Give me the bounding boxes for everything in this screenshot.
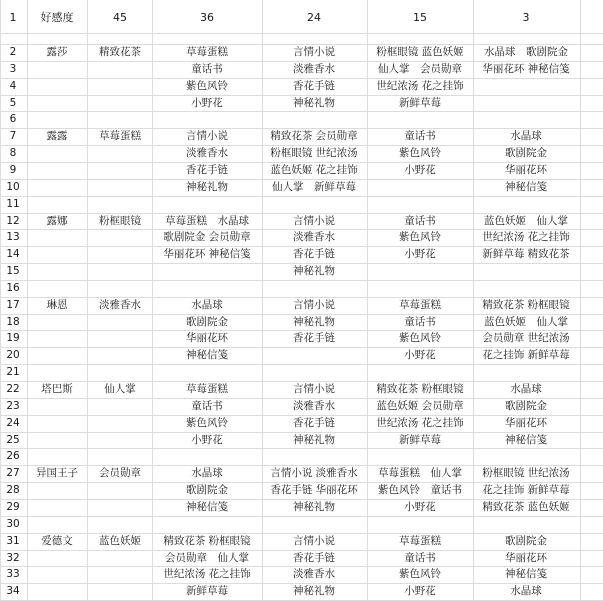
gift-cell[interactable]: 言情小说 <box>293 534 335 547</box>
gift-cell[interactable]: 言情小说 <box>293 383 335 395</box>
gift-cell[interactable]: 神秘信笺 <box>186 500 228 513</box>
gift-cell[interactable]: 童话书 <box>404 315 436 328</box>
gift-cell[interactable]: 小野花 <box>404 585 436 598</box>
character-name-cell[interactable]: 塔巴斯 <box>41 383 73 395</box>
row-number[interactable]: 34 <box>6 585 20 598</box>
gift-cell[interactable]: 世纪浓汤 花之挂饰 <box>482 231 570 244</box>
gift-cell[interactable]: 草莓蛋糕 仙人掌 <box>378 467 462 480</box>
gift-cell[interactable]: 小野花 <box>191 96 223 109</box>
row-number[interactable]: 23 <box>6 399 20 412</box>
row-number[interactable]: 6 <box>9 113 17 126</box>
gift-cell[interactable]: 小野花 <box>404 349 436 362</box>
character-name-cell[interactable]: 异国王子 <box>36 467 78 480</box>
gift-cell[interactable]: 精致花茶 <box>99 46 141 58</box>
gift-cell[interactable]: 会员勋章 世纪浓汤 <box>482 332 570 345</box>
row-number[interactable]: 5 <box>9 96 17 109</box>
character-name-cell[interactable]: 露露 <box>46 130 68 143</box>
gift-cell[interactable]: 言情小说 <box>293 298 335 311</box>
gift-cell[interactable]: 神秘礼物 <box>186 180 228 193</box>
row-number[interactable]: 20 <box>6 349 20 362</box>
gift-cell[interactable]: 淡雅香水 <box>99 298 141 311</box>
gift-cell[interactable]: 小野花 <box>191 433 223 446</box>
character-name-cell[interactable]: 露莎 <box>46 46 68 58</box>
gift-cell[interactable]: 淡雅香水 <box>293 231 335 244</box>
gift-cell[interactable]: 神秘信笺 <box>505 180 547 193</box>
gift-cell[interactable]: 华丽花环 <box>186 332 228 345</box>
gift-cell[interactable]: 粉框眼镜 蓝色妖姬 <box>376 46 464 58</box>
row-number[interactable]: 13 <box>6 231 20 244</box>
gift-cell[interactable]: 童话书 <box>404 214 436 227</box>
row-number[interactable]: 17 <box>6 298 20 311</box>
gift-cell[interactable]: 紫色风铃 <box>186 79 228 92</box>
row-number[interactable]: 26 <box>6 450 20 463</box>
gift-cell[interactable]: 华丽花环 <box>505 551 547 564</box>
row-number[interactable]: 14 <box>6 248 20 261</box>
gift-cell[interactable]: 香花手链 <box>293 248 335 261</box>
row-number[interactable]: 10 <box>6 180 20 193</box>
row-number[interactable]: 24 <box>6 416 20 429</box>
gift-cell[interactable]: 蓝色妖姬 仙人掌 <box>484 315 568 328</box>
row-number[interactable]: 7 <box>9 130 17 143</box>
row-number[interactable]: 21 <box>6 366 20 379</box>
affinity-level-header[interactable]: 45 <box>113 11 127 24</box>
row-number[interactable]: 27 <box>6 467 20 480</box>
grid-column-line <box>580 0 581 601</box>
row-number[interactable]: 32 <box>6 551 20 564</box>
gift-cell[interactable]: 新鲜草莓 <box>399 96 441 109</box>
affinity-level-header[interactable]: 3 <box>522 11 530 24</box>
gift-cell[interactable]: 香花手链 华丽花环 <box>270 484 358 497</box>
gift-cell[interactable]: 香花手链 <box>293 332 335 345</box>
row-number[interactable]: 11 <box>6 197 20 210</box>
row-number[interactable]: 4 <box>9 79 17 92</box>
gift-cell[interactable]: 水晶球 <box>510 383 542 395</box>
gift-cell[interactable]: 神秘礼物 <box>293 315 335 328</box>
gift-cell[interactable]: 精致花茶 粉框眼镜 <box>163 534 251 547</box>
character-name-cell[interactable]: 爱德文 <box>41 534 73 547</box>
gift-cell[interactable]: 蓝色妖姬 <box>99 534 141 547</box>
gift-cell[interactable]: 歌剧院金 <box>505 147 547 160</box>
affinity-level-header[interactable]: 36 <box>200 11 214 24</box>
gift-cell[interactable]: 华丽花环 神秘信笺 <box>482 62 570 75</box>
row-number[interactable]: 8 <box>9 147 17 160</box>
gift-cell[interactable]: 精致花茶 会员勋章 <box>270 130 358 143</box>
gift-cell[interactable]: 精致花茶 粉框眼镜 <box>376 383 464 395</box>
row-number[interactable]: 9 <box>9 163 17 176</box>
gift-cell[interactable]: 仙人掌 新鲜草莓 <box>272 180 356 193</box>
gift-cell[interactable]: 香花手链 <box>293 79 335 92</box>
row-number[interactable]: 28 <box>6 484 20 497</box>
gift-cell[interactable]: 仙人掌 会员勋章 <box>378 62 462 75</box>
grid-row-line <box>0 33 603 34</box>
gift-cell[interactable]: 童话书 <box>191 62 223 75</box>
gift-cell[interactable]: 淡雅香水 <box>293 568 335 581</box>
gift-cell[interactable]: 神秘信笺 <box>186 349 228 362</box>
gift-cell[interactable]: 紫色风铃 <box>399 231 441 244</box>
gift-cell[interactable]: 歌剧院金 <box>186 315 228 328</box>
gift-cell[interactable]: 新鲜草莓 <box>399 433 441 446</box>
gift-cell[interactable]: 仙人掌 <box>104 383 136 395</box>
gift-cell[interactable]: 世纪浓汤 花之挂饰 <box>376 79 464 92</box>
gift-cell[interactable]: 神秘信笺 <box>505 568 547 581</box>
gift-cell[interactable]: 蓝色妖姬 会员勋章 <box>376 399 464 412</box>
gift-cell[interactable]: 蓝色妖姬 花之挂饰 <box>270 163 358 176</box>
gift-cell[interactable]: 言情小说 淡雅香水 <box>270 467 358 480</box>
gift-cell[interactable]: 草莓蛋糕 <box>186 383 228 395</box>
gift-cell[interactable]: 紫色风铃 <box>186 416 228 429</box>
gift-cell[interactable]: 粉框眼镜 <box>99 214 141 227</box>
gift-cell[interactable]: 精致花茶 粉框眼镜 <box>482 298 570 311</box>
gift-cell[interactable]: 草莓蛋糕 <box>186 46 228 58</box>
character-name-cell[interactable]: 露娜 <box>46 214 68 227</box>
gift-cell[interactable]: 小野花 <box>404 248 436 261</box>
gift-cell[interactable]: 言情小说 <box>186 130 228 143</box>
gift-cell[interactable]: 华丽花环 神秘信笺 <box>163 248 251 261</box>
gift-cell[interactable]: 歌剧院金 <box>505 399 547 412</box>
gift-cell[interactable]: 神秘礼物 <box>293 433 335 446</box>
gift-cell[interactable]: 新鲜草莓 精致花茶 <box>482 248 570 261</box>
row-number[interactable]: 25 <box>6 433 20 446</box>
gift-cell[interactable]: 香花手链 <box>293 551 335 564</box>
gift-cell[interactable]: 会员勋章 <box>99 467 141 480</box>
row-number[interactable]: 12 <box>6 214 20 227</box>
gift-cell[interactable]: 华丽花环 <box>505 416 547 429</box>
gift-cell[interactable]: 世纪浓汤 花之挂饰 <box>376 416 464 429</box>
row-number[interactable]: 30 <box>6 517 20 530</box>
gift-cell[interactable]: 神秘礼物 <box>293 96 335 109</box>
gift-cell[interactable]: 淡雅香水 <box>293 62 335 75</box>
gift-cell[interactable]: 粉框眼镜 世纪浓汤 <box>270 147 358 160</box>
gift-cell[interactable]: 新鲜草莓 <box>186 585 228 598</box>
gift-cell[interactable]: 童话书 <box>191 399 223 412</box>
gift-cell[interactable]: 小野花 <box>404 500 436 513</box>
gift-cell[interactable]: 草莓蛋糕 水晶球 <box>165 214 249 227</box>
row-number[interactable]: 2 <box>9 46 17 58</box>
gift-cell[interactable]: 小野花 <box>404 163 436 176</box>
gift-cell[interactable]: 香花手链 <box>186 163 228 176</box>
gift-cell[interactable]: 童话书 <box>404 551 436 564</box>
gift-cell[interactable]: 蓝色妖姬 仙人掌 <box>484 214 568 227</box>
gift-cell[interactable]: 花之挂饰 新鲜草莓 <box>482 349 570 362</box>
gift-cell[interactable]: 言情小说 <box>293 46 335 58</box>
gift-cell[interactable]: 淡雅香水 <box>186 147 228 160</box>
row-number[interactable]: 1 <box>9 11 17 24</box>
gift-cell[interactable]: 紫色风铃 <box>399 147 441 160</box>
gift-cell[interactable]: 淡雅香水 <box>293 399 335 412</box>
affinity-level-header[interactable]: 15 <box>413 11 427 24</box>
affinity-header[interactable]: 好感度 <box>40 11 74 24</box>
gift-cell[interactable]: 华丽花环 <box>505 163 547 176</box>
gift-cell[interactable]: 精致花茶 蓝色妖姬 <box>482 500 570 513</box>
gift-cell[interactable]: 粉框眼镜 世纪浓汤 <box>482 467 570 480</box>
affinity-level-header[interactable]: 24 <box>307 11 321 24</box>
gift-cell[interactable]: 神秘礼物 <box>293 265 335 278</box>
gift-cell[interactable]: 会员勋章 仙人掌 <box>165 551 249 564</box>
row-number[interactable]: 18 <box>6 315 20 328</box>
row-number[interactable]: 3 <box>9 62 17 75</box>
gift-cell[interactable]: 水晶球 歌剧院金 <box>484 46 568 58</box>
gift-cell[interactable]: 水晶球 <box>191 298 223 311</box>
gift-cell[interactable]: 神秘信笺 <box>505 433 547 446</box>
gift-cell[interactable]: 草莓蛋糕 <box>399 534 441 547</box>
gift-cell[interactable]: 歌剧院金 <box>186 484 228 497</box>
row-number[interactable]: 33 <box>6 568 20 581</box>
grid-row-line <box>0 516 603 517</box>
gift-cell[interactable]: 草莓蛋糕 <box>99 130 141 143</box>
gift-cell[interactable]: 水晶球 <box>510 130 542 143</box>
character-name-cell[interactable]: 琳恩 <box>46 298 68 311</box>
gift-cell[interactable]: 世纪浓汤 花之挂饰 <box>163 568 251 581</box>
gift-cell[interactable]: 水晶球 <box>510 585 542 598</box>
gift-cell[interactable]: 紫色风铃 童话书 <box>378 484 462 497</box>
row-number[interactable]: 15 <box>6 265 20 278</box>
gift-cell[interactable]: 神秘礼物 <box>293 500 335 513</box>
grid-column-line <box>87 0 88 601</box>
row-number[interactable]: 31 <box>6 534 20 547</box>
gift-cell[interactable]: 歌剧院金 会员勋章 <box>163 231 251 244</box>
gift-cell[interactable]: 草莓蛋糕 <box>399 298 441 311</box>
gift-cell[interactable]: 歌剧院金 <box>505 534 547 547</box>
row-number[interactable]: 22 <box>6 383 20 395</box>
gift-cell[interactable]: 神秘礼物 <box>293 585 335 598</box>
gift-cell[interactable]: 花之挂饰 新鲜草莓 <box>482 484 570 497</box>
gift-cell[interactable]: 言情小说 <box>293 214 335 227</box>
row-number[interactable]: 19 <box>6 332 20 345</box>
gift-cell[interactable]: 紫色风铃 <box>399 332 441 345</box>
gift-cell[interactable]: 童话书 <box>404 130 436 143</box>
gift-cell[interactable]: 香花手链 <box>293 416 335 429</box>
row-number[interactable]: 16 <box>6 281 20 294</box>
gift-cell[interactable]: 紫色风铃 <box>399 568 441 581</box>
row-number[interactable]: 29 <box>6 500 20 513</box>
gift-cell[interactable]: 水晶球 <box>191 467 223 480</box>
